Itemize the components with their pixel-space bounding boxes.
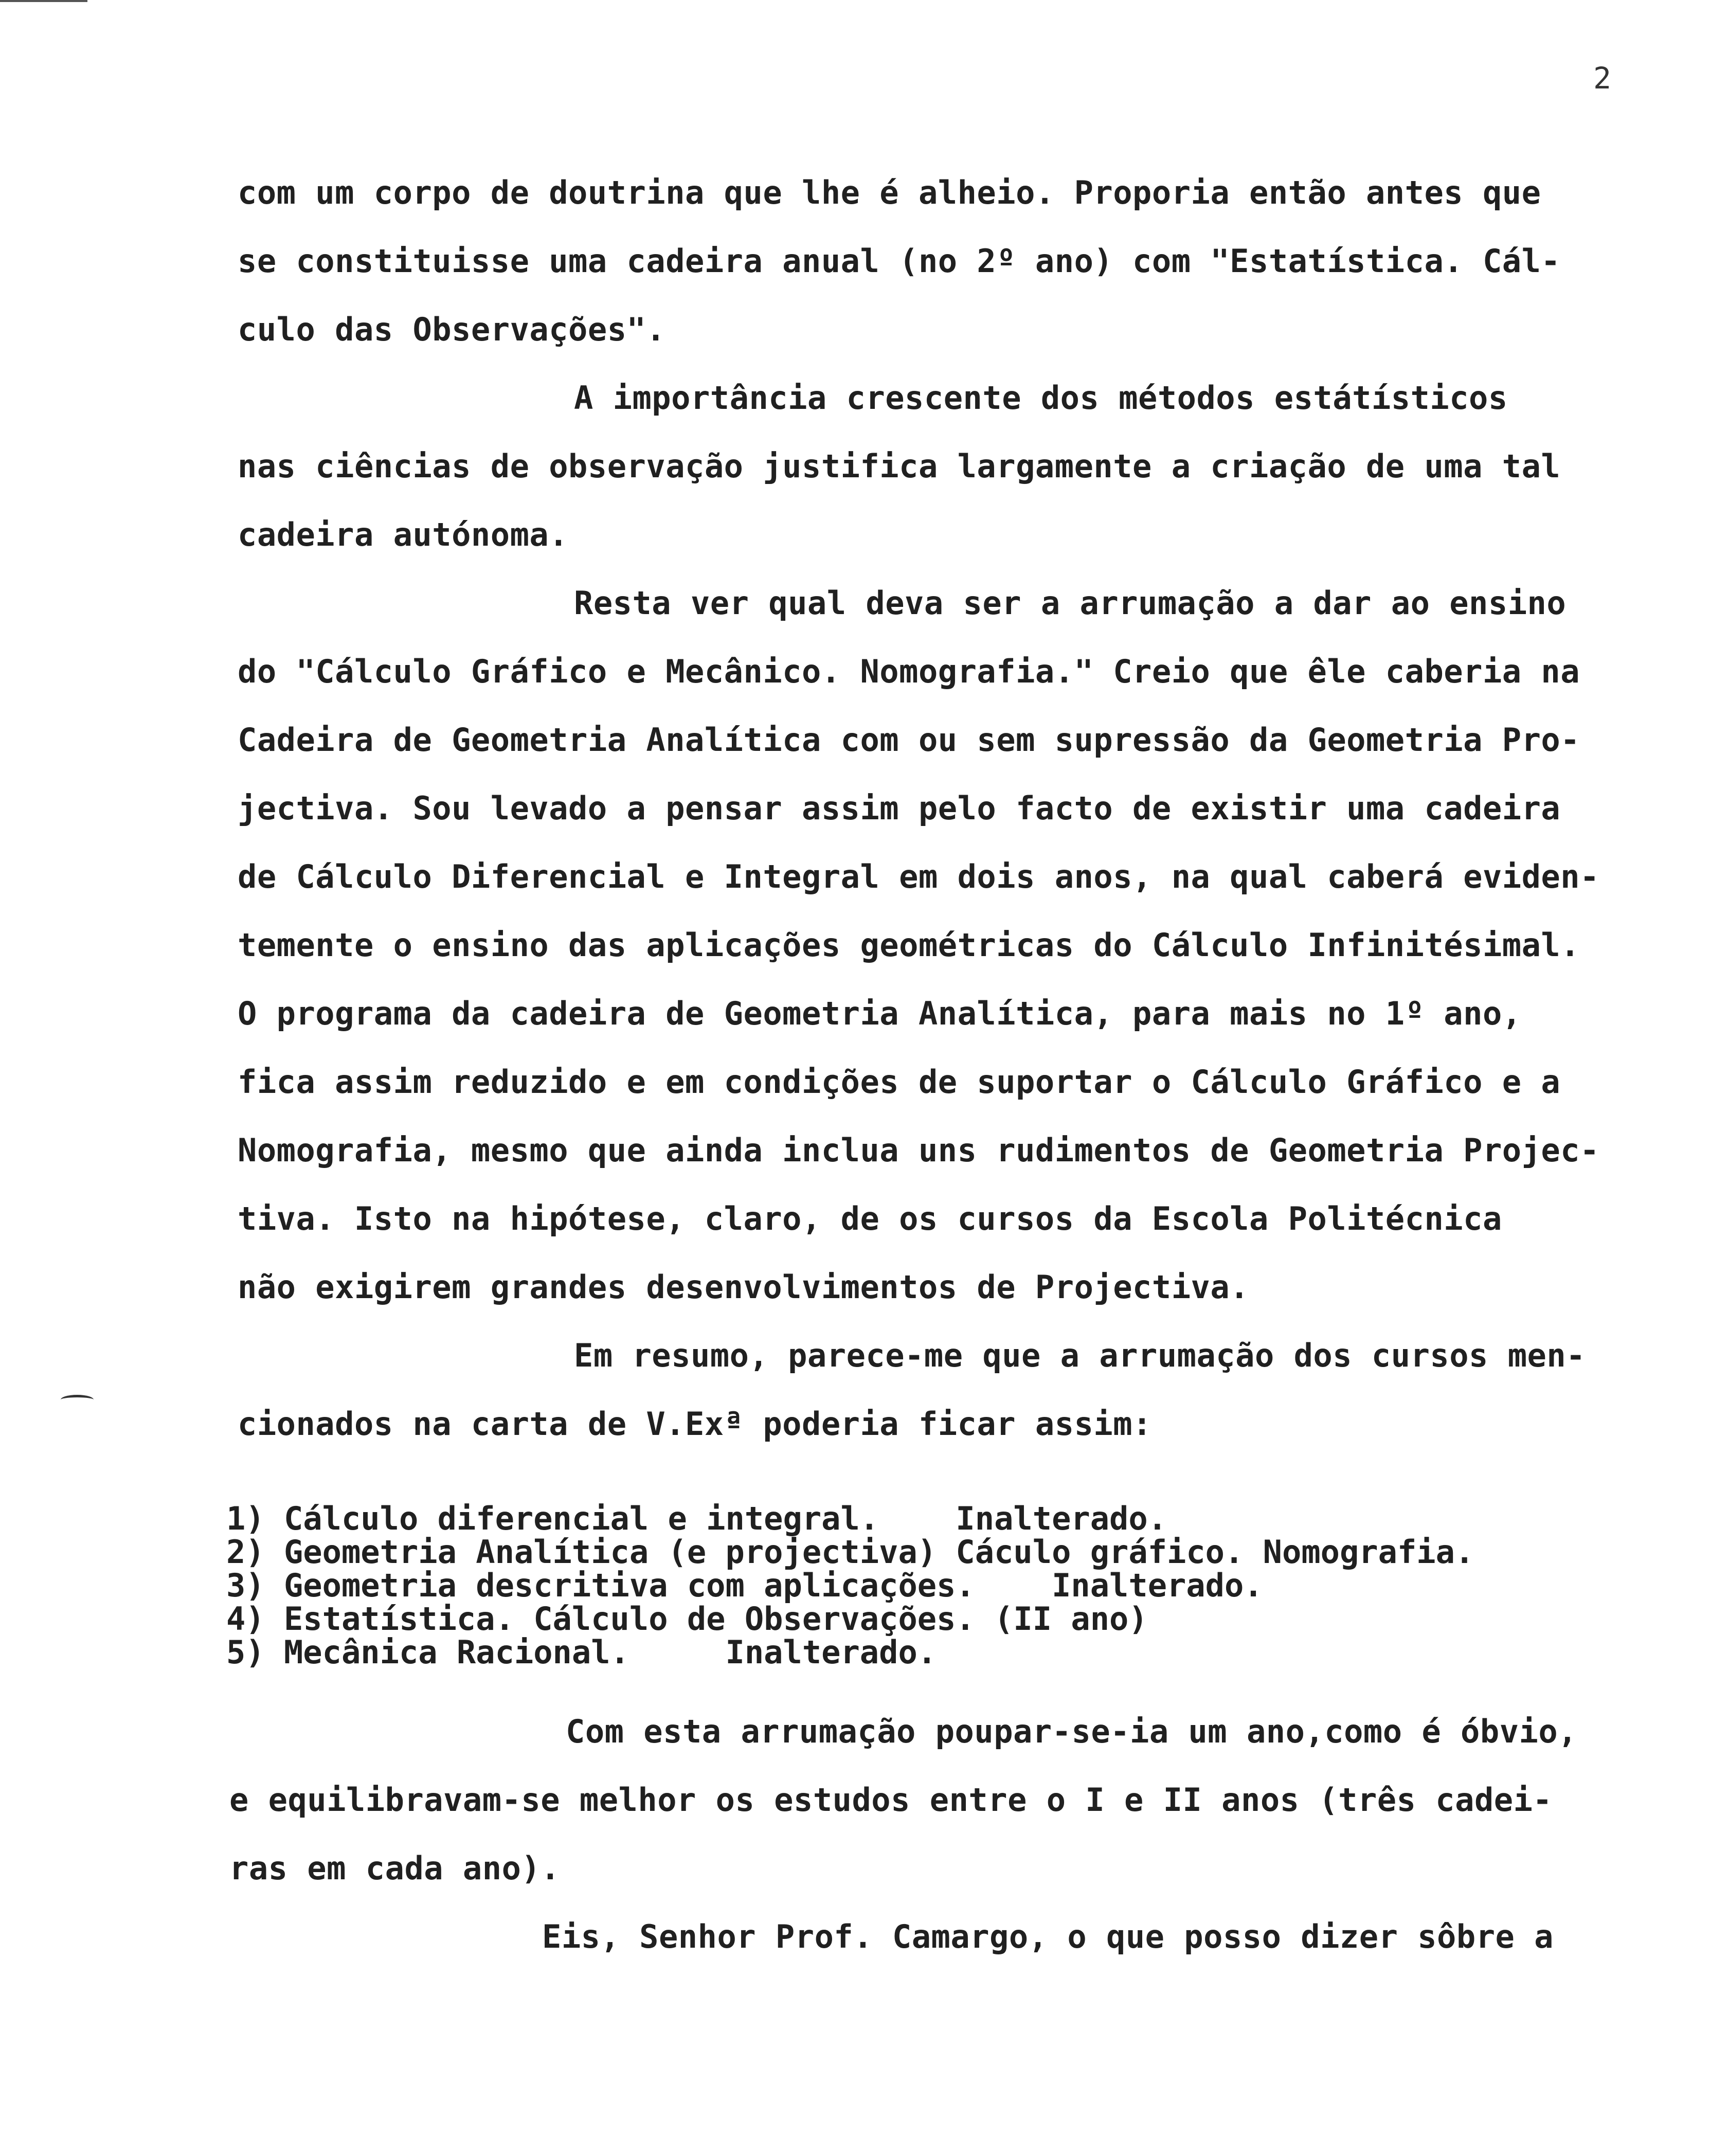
- closing-paragraphs: [229, 1697, 1639, 1971]
- text-line: A importância crescente dos métodos estátísticos: [574, 379, 1508, 417]
- text-line: cadeira autónoma.: [238, 516, 569, 553]
- text-line: com um corpo de doutrina que lhe é alheio. Proporia então antes que: [238, 174, 1541, 211]
- text-line: ras em cada ano).: [229, 1849, 561, 1887]
- letter-body: [238, 158, 1636, 1458]
- text-line: cionados na carta de V.Exª poderia ficar assim:: [238, 1405, 1152, 1443]
- text-line: culo das Observações".: [238, 311, 666, 348]
- page-number: 2: [1593, 61, 1611, 96]
- margin-pencil-mark: [61, 1395, 94, 1405]
- text-line: do "Cálculo Gráfico e Mecânico. Nomografia." Creio que êle caberia na: [238, 653, 1580, 690]
- list-item: 3) Geometria descritiva com aplicações. Inalterado.: [226, 1567, 1263, 1604]
- list-item: 1) Cálculo diferencial e integral. Inalterado.: [226, 1500, 1167, 1537]
- top-edge-rule: [0, 0, 87, 2]
- text-line: não exigirem grandes desenvolvimentos de Projectiva.: [238, 1268, 1250, 1306]
- text-line: Cadeira de Geometria Analítica com ou sem supressão da Geometria Pro-: [238, 721, 1580, 759]
- text-line: Com esta arrumação poupar-se-ia um ano,como é óbvio,: [566, 1713, 1578, 1750]
- text-line: de Cálculo Diferencial e Integral em dois anos, na qual caberá eviden-: [238, 858, 1599, 895]
- text-line: Resta ver qual deva ser a arrumação a dar ao ensino: [574, 584, 1567, 622]
- text-line: se constituisse uma cadeira anual (no 2º ano) com "Estatística. Cál-: [238, 242, 1561, 280]
- text-line: O programa da cadeira de Geometria Analítica, para mais no 1º ano,: [238, 995, 1522, 1032]
- text-line: nas ciências de observação justifica largamente a criação de uma tal: [238, 447, 1561, 485]
- list-item: 4) Estatística. Cálculo de Observações. (II ano): [226, 1600, 1148, 1638]
- course-list: [226, 1502, 1635, 1669]
- text-line: temente o ensino das aplicações geométricas do Cálculo Infinitésimal.: [238, 926, 1580, 964]
- text-line: e equilibravam-se melhor os estudos entre o I e II anos (três cadei-: [229, 1781, 1553, 1819]
- text-line: tiva. Isto na hipótese, claro, de os cursos da Escola Politécnica: [238, 1200, 1502, 1237]
- list-item: 2) Geometria Analítica (e projectiva) Cáculo gráfico. Nomografia.: [226, 1533, 1474, 1571]
- text-line: Em resumo, parece-me que a arrumação dos cursos men-: [574, 1337, 1586, 1374]
- text-line: Nomografia, mesmo que ainda inclua uns rudimentos de Geometria Projec-: [238, 1131, 1599, 1169]
- text-line: jectiva. Sou levado a pensar assim pelo facto de existir uma cadeira: [238, 789, 1561, 827]
- list-item: 5) Mecânica Racional. Inalterado.: [226, 1633, 937, 1671]
- text-line: Eis, Senhor Prof. Camargo, o que posso dizer sôbre a: [542, 1918, 1554, 1955]
- text-line: fica assim reduzido e em condições de suportar o Cálculo Gráfico e a: [238, 1063, 1561, 1101]
